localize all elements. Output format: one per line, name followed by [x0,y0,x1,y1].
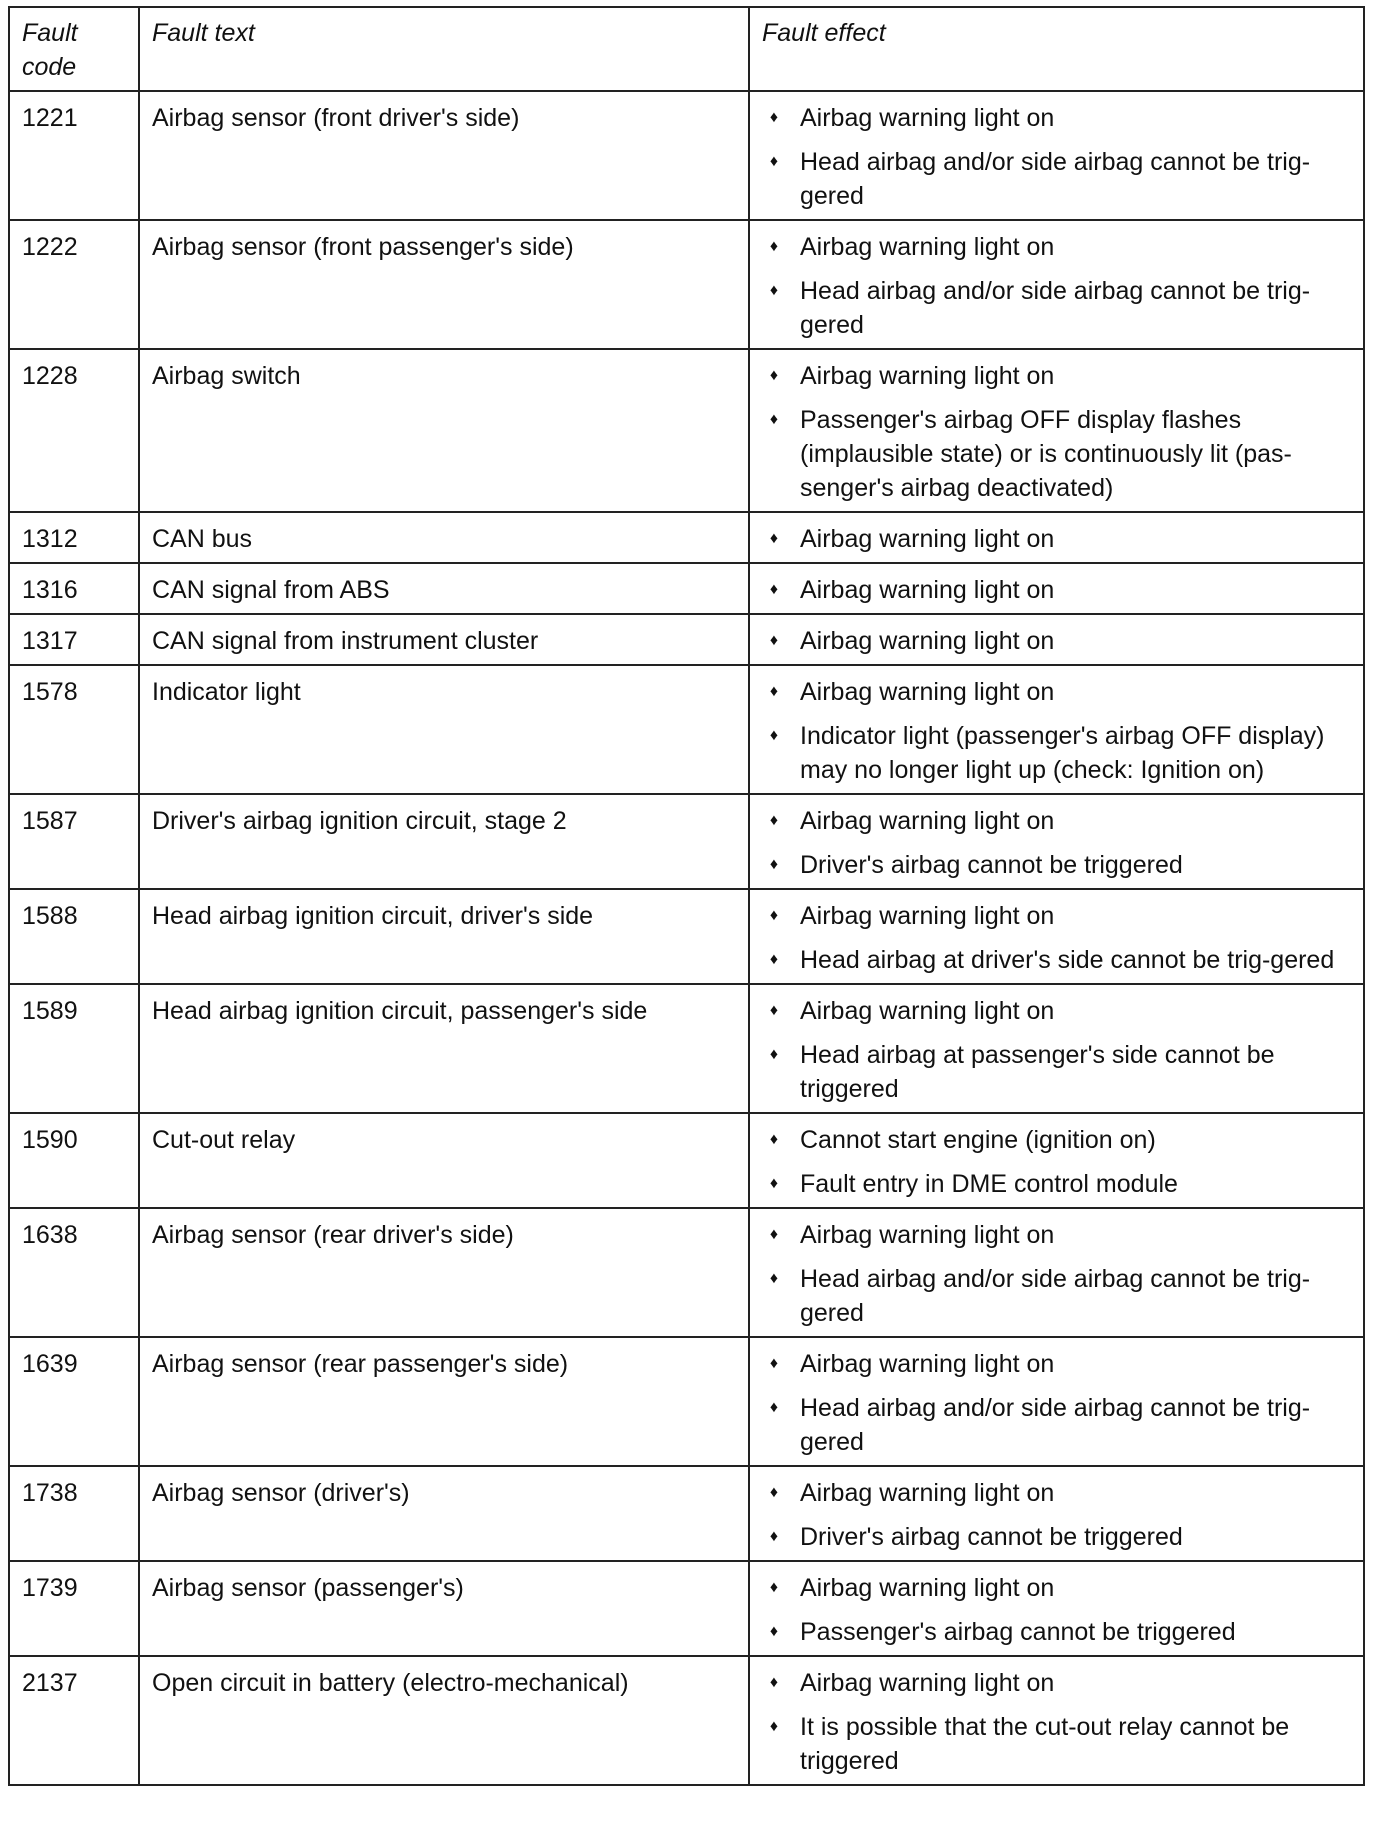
fault-effect-cell [749,1208,1364,1337]
fault-code-cell: 1312 [9,512,139,563]
fault-text-cell: Head airbag ignition circuit, driver's side [139,889,749,984]
diamond-bullet-icon: ♦ [769,632,779,649]
fault-code-cell: 1639 [9,1337,139,1466]
fault-text-cell: Airbag switch [139,349,749,512]
diamond-bullet-icon: ♦ [769,727,779,744]
fault-effect-cell [749,349,1364,512]
fault-effect-text: Airbag warning light on [800,902,1055,930]
fault-effect-text: Head airbag at driver's side cannot be trig-gered [800,946,1335,974]
fault-effect-item [764,1167,1355,1201]
fault-effect-item [764,675,1355,709]
fault-code-table-container [8,6,1363,1786]
fault-effect-text: Head airbag and/or side airbag cannot be trig-gered [800,148,1311,210]
diamond-bullet-icon: ♦ [769,1718,779,1735]
fault-effect-text: Cannot start engine (ignition on) [800,1126,1156,1154]
fault-effect-item [764,230,1355,264]
fault-effect-item [764,1571,1355,1605]
table-row [9,614,1364,665]
diamond-bullet-icon: ♦ [769,1270,779,1287]
fault-effect-item [764,624,1355,658]
fault-text-cell: Indicator light [139,665,749,794]
fault-effect-list [764,675,1355,787]
fault-effect-cell [749,1113,1364,1208]
table-row [9,1208,1364,1337]
fault-effect-text: Airbag warning light on [800,1221,1055,1249]
diamond-bullet-icon: ♦ [769,951,779,968]
diamond-bullet-icon: ♦ [769,367,779,384]
diamond-bullet-icon: ♦ [769,1674,779,1691]
fault-effect-text: Airbag warning light on [800,576,1055,604]
fault-effect-cell [749,614,1364,665]
fault-effect-item [764,1476,1355,1510]
diamond-bullet-icon: ♦ [769,1623,779,1640]
fault-effect-item [764,274,1355,342]
table-row [9,889,1364,984]
diamond-bullet-icon: ♦ [769,1484,779,1501]
fault-effect-text: Airbag warning light on [800,627,1055,655]
fault-text-cell: Open circuit in battery (electro-mechanical) [139,1656,749,1785]
fault-effect-text: Airbag warning light on [800,1574,1055,1602]
table-row [9,1561,1364,1656]
fault-effect-item [764,719,1355,787]
fault-effect-item [764,1615,1355,1649]
fault-code-cell: 1738 [9,1466,139,1561]
diamond-bullet-icon: ♦ [769,1175,779,1192]
fault-effect-item [764,1262,1355,1330]
fault-effect-item [764,101,1355,135]
fault-effect-list [764,804,1355,882]
fault-effect-list [764,1666,1355,1778]
table-row [9,91,1364,220]
fault-effect-list [764,1571,1355,1649]
diamond-bullet-icon: ♦ [769,282,779,299]
fault-effect-item [764,145,1355,213]
fault-effect-text: Head airbag at passenger's side cannot be triggered [800,1041,1275,1103]
fault-text-cell: Airbag sensor (rear passenger's side) [139,1337,749,1466]
diamond-bullet-icon: ♦ [769,530,779,547]
fault-code-cell: 1588 [9,889,139,984]
table-row [9,984,1364,1113]
table-row [9,1656,1364,1785]
fault-effect-list [764,230,1355,342]
fault-effect-list [764,573,1355,607]
fault-effect-item [764,848,1355,882]
fault-effect-cell [749,1656,1364,1785]
table-row [9,1337,1364,1466]
fault-effect-cell [749,91,1364,220]
fault-text-cell: CAN signal from ABS [139,563,749,614]
fault-effect-cell [749,794,1364,889]
fault-effect-cell [749,889,1364,984]
fault-effect-item [764,994,1355,1028]
fault-effect-item [764,899,1355,933]
fault-text-cell: CAN bus [139,512,749,563]
fault-effect-cell [749,512,1364,563]
diamond-bullet-icon: ♦ [769,153,779,170]
fault-code-table [8,6,1365,1786]
table-row [9,1113,1364,1208]
fault-code-cell: 1222 [9,220,139,349]
fault-text-cell: Driver's airbag ignition circuit, stage 2 [139,794,749,889]
table-row [9,349,1364,512]
fault-effect-text: Head airbag and/or side airbag cannot be trig-gered [800,1265,1311,1327]
fault-effect-list [764,1123,1355,1201]
fault-effect-list [764,994,1355,1106]
fault-effect-cell [749,665,1364,794]
fault-effect-list [764,899,1355,977]
fault-effect-item [764,1347,1355,1381]
fault-text-cell: Airbag sensor (passenger's) [139,1561,749,1656]
fault-code-cell: 1589 [9,984,139,1113]
fault-effect-list [764,101,1355,213]
fault-effect-text: Airbag warning light on [800,807,1055,835]
fault-effect-item [764,573,1355,607]
fault-effect-cell [749,1337,1364,1466]
diamond-bullet-icon: ♦ [769,907,779,924]
fault-effect-item [764,943,1355,977]
fault-code-cell: 1739 [9,1561,139,1656]
fault-effect-item [764,1391,1355,1459]
fault-effect-list [764,624,1355,658]
fault-effect-item [764,522,1355,556]
diamond-bullet-icon: ♦ [769,1528,779,1545]
fault-effect-cell [749,1466,1364,1561]
fault-effect-item [764,403,1355,505]
fault-effect-list [764,359,1355,505]
diamond-bullet-icon: ♦ [769,812,779,829]
fault-effect-cell [749,220,1364,349]
fault-code-cell: 1221 [9,91,139,220]
fault-effect-item [764,1038,1355,1106]
diamond-bullet-icon: ♦ [769,109,779,126]
diamond-bullet-icon: ♦ [769,1226,779,1243]
diamond-bullet-icon: ♦ [769,1131,779,1148]
diamond-bullet-icon: ♦ [769,1579,779,1596]
fault-effect-text: Indicator light (passenger's airbag OFF display) may no longer light up (check: Ignition on) [800,722,1325,784]
fault-text-cell: Head airbag ignition circuit, passenger's side [139,984,749,1113]
diamond-bullet-icon: ♦ [769,411,779,428]
fault-effect-text: Airbag warning light on [800,1479,1055,1507]
fault-code-cell: 2137 [9,1656,139,1785]
fault-effect-list [764,1218,1355,1330]
fault-effect-item [764,804,1355,838]
diamond-bullet-icon: ♦ [769,856,779,873]
table-row [9,220,1364,349]
diamond-bullet-icon: ♦ [769,581,779,598]
fault-effect-item [764,1710,1355,1778]
table-header-row [9,7,1364,91]
fault-code-cell: 1316 [9,563,139,614]
fault-code-cell: 1578 [9,665,139,794]
fault-effect-text: Head airbag and/or side airbag cannot be trig-gered [800,277,1311,339]
header-fault-text: Fault text [139,7,749,91]
fault-effect-text: Fault entry in DME control module [800,1170,1178,1198]
fault-effect-text: Airbag warning light on [800,678,1055,706]
fault-effect-text: Driver's airbag cannot be triggered [800,851,1183,879]
fault-effect-text: Airbag warning light on [800,1669,1055,1697]
fault-effect-text: Driver's airbag cannot be triggered [800,1523,1183,1551]
fault-text-cell: Airbag sensor (front driver's side) [139,91,749,220]
fault-code-cell: 1228 [9,349,139,512]
table-row [9,665,1364,794]
fault-code-cell: 1590 [9,1113,139,1208]
fault-code-cell: 1317 [9,614,139,665]
table-row [9,1466,1364,1561]
table-row [9,794,1364,889]
fault-effect-list [764,1347,1355,1459]
fault-text-cell: Airbag sensor (front passenger's side) [139,220,749,349]
fault-effect-text: Airbag warning light on [800,1350,1055,1378]
fault-effect-text: It is possible that the cut-out relay cannot be triggered [800,1713,1290,1775]
fault-effect-text: Passenger's airbag cannot be triggered [800,1618,1236,1646]
fault-effect-item [764,1666,1355,1700]
fault-text-cell: Airbag sensor (driver's) [139,1466,749,1561]
fault-effect-text: Airbag warning light on [800,997,1055,1025]
diamond-bullet-icon: ♦ [769,1355,779,1372]
fault-effect-item [764,1520,1355,1554]
fault-code-cell: 1587 [9,794,139,889]
table-row [9,563,1364,614]
header-fault-effect: Fault effect [749,7,1364,91]
fault-text-cell: Airbag sensor (rear driver's side) [139,1208,749,1337]
table-row [9,512,1364,563]
fault-effect-item [764,1218,1355,1252]
fault-effect-cell [749,563,1364,614]
table-body [9,91,1364,1785]
fault-effect-text: Airbag warning light on [800,525,1055,553]
fault-effect-item [764,359,1355,393]
diamond-bullet-icon: ♦ [769,683,779,700]
fault-effect-text: Airbag warning light on [800,362,1055,390]
diamond-bullet-icon: ♦ [769,238,779,255]
fault-effect-cell [749,984,1364,1113]
fault-effect-text: Passenger's airbag OFF display flashes (implausible state) or is continuously lit (pas-senger's airbag deactivated) [800,406,1292,502]
fault-text-cell: Cut-out relay [139,1113,749,1208]
fault-effect-list [764,522,1355,556]
fault-effect-text: Airbag warning light on [800,104,1055,132]
diamond-bullet-icon: ♦ [769,1046,779,1063]
fault-effect-item [764,1123,1355,1157]
header-fault-code: Fault code [9,7,139,91]
fault-effect-list [764,1476,1355,1554]
fault-effect-cell [749,1561,1364,1656]
diamond-bullet-icon: ♦ [769,1399,779,1416]
fault-effect-text: Head airbag and/or side airbag cannot be trig-gered [800,1394,1311,1456]
fault-effect-text: Airbag warning light on [800,233,1055,261]
diamond-bullet-icon: ♦ [769,1002,779,1019]
fault-text-cell: CAN signal from instrument cluster [139,614,749,665]
fault-code-cell: 1638 [9,1208,139,1337]
